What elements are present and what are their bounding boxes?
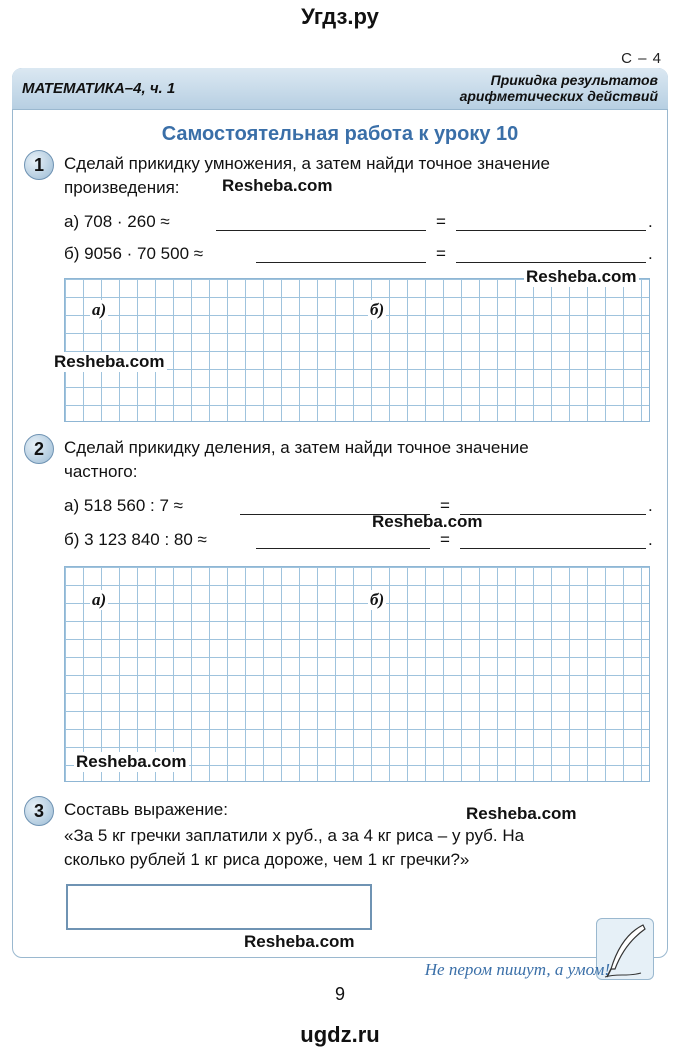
task1-b-equals: = — [436, 244, 446, 263]
task2-b-answer-line[interactable] — [460, 548, 646, 549]
task2-grid-label-a: а) — [92, 590, 107, 609]
page-number: 9 — [334, 984, 345, 1004]
topic-line-1: Прикидка результатов — [490, 72, 658, 88]
task2-grid-label-b: б) — [370, 590, 385, 609]
task1-a-answer-line[interactable] — [456, 230, 646, 231]
task2-a-equals: = — [440, 496, 450, 515]
task2-a-expression: а) 518 560 : 7 ≈ — [64, 496, 183, 515]
task1-number-badge: 1 — [24, 150, 54, 180]
site-header: Угдз.ру — [301, 4, 379, 29]
watermark: Resheba.com — [372, 512, 483, 531]
book-title: МАТЕМАТИКА–4, ч. 1 — [22, 80, 176, 97]
task1-text-1: Сделай прикидку умножения, а затем найди точное значение — [64, 154, 551, 173]
task2-number-badge: 2 — [24, 434, 54, 464]
task2-work-grid[interactable] — [64, 566, 650, 782]
task1-grid-label-a: а) — [92, 300, 107, 319]
task3-text-2: «За 5 кг гречки заплатили x руб., а за 4 кг риса – y руб. На — [64, 826, 525, 845]
watermark: Resheba.com — [76, 752, 187, 771]
task1-a-equals: = — [436, 212, 446, 231]
task2-text-1: Сделай прикидку деления, а затем найди точное значение — [64, 438, 529, 457]
task1-text-2: произведения: — [64, 178, 180, 197]
task1-b-dot: . — [648, 244, 653, 263]
task2-b-equals: = — [440, 530, 450, 549]
watermark: Resheba.com — [54, 352, 165, 371]
motto: Не пером пишут, а умом! — [424, 960, 610, 979]
task1-b-expression: б) 9056 · 70 500 ≈ — [64, 244, 204, 263]
task1-grid-label-b: б) — [370, 300, 385, 319]
task1-b-estimate-line[interactable] — [256, 262, 426, 263]
task2-b-expression: б) 3 123 840 : 80 ≈ — [64, 530, 207, 549]
watermark: Resheba.com — [526, 267, 637, 286]
task2-a-dot: . — [648, 496, 653, 515]
page-code: С – 4 — [621, 50, 662, 67]
task2-b-dot: . — [648, 530, 653, 549]
task2-a-answer-line[interactable] — [460, 514, 646, 515]
task3-number-badge: 3 — [24, 796, 54, 826]
task3-answer-box[interactable] — [66, 884, 372, 930]
watermark: Resheba.com — [466, 804, 577, 823]
task3-text-3: сколько рублей 1 кг риса дороже, чем 1 кг гречки?» — [64, 850, 470, 869]
watermark: Resheba.com — [244, 932, 355, 951]
task2-text-2: частного: — [64, 462, 138, 481]
task1-b-answer-line[interactable] — [456, 262, 646, 263]
task3-text-1: Составь выражение: — [64, 800, 228, 819]
site-footer: ugdz.ru — [300, 1022, 380, 1047]
task1-a-estimate-line[interactable] — [216, 230, 426, 231]
watermark: Resheba.com — [222, 176, 333, 195]
task1-a-expression: а) 708 · 260 ≈ — [64, 212, 170, 231]
work-title: Самостоятельная работа к уроку 10 — [161, 123, 519, 145]
task1-work-grid[interactable] — [64, 278, 650, 422]
task1-a-dot: . — [648, 212, 653, 231]
topic-line-2: арифметических действий — [459, 88, 658, 104]
task2-b-estimate-line[interactable] — [256, 548, 430, 549]
topic-title — [460, 72, 658, 104]
